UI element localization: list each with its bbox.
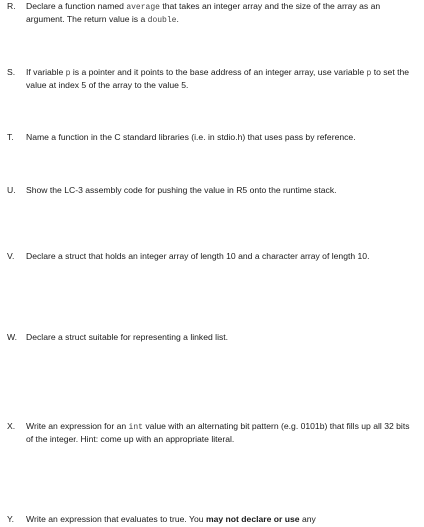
question-label: S. bbox=[7, 67, 16, 77]
inline-code: int bbox=[128, 423, 143, 432]
question-text: Declare a struct suitable for representing a linked list. bbox=[26, 332, 229, 342]
inline-code: p bbox=[366, 69, 372, 78]
question-Y bbox=[7, 514, 415, 526]
question-label: U. bbox=[7, 185, 16, 195]
question-text: Write an expression for an int value with an alternating bit pattern (e.g. 0101b) that fills up all 32 bits of the integer. Hint: come up with an appropriate literal. bbox=[26, 421, 410, 444]
question-text: Declare a struct that holds an integer array of length 10 and a character array of length 10. bbox=[26, 251, 370, 261]
question-S bbox=[7, 67, 415, 91]
question-label: V. bbox=[7, 251, 15, 261]
question-label: W. bbox=[7, 332, 18, 342]
question-text: Show the LC-3 assembly code for pushing the value in R5 onto the runtime stack. bbox=[26, 185, 337, 195]
question-label: R. bbox=[7, 1, 16, 11]
emphasis-text: may not declare or use bbox=[205, 514, 300, 524]
question-text: Write an expression that evaluates to true. You may not declare or use any bbox=[26, 514, 316, 524]
question-text: If variable p is a pointer and it points to the base address of an integer array, use variable p to set the value at index 5 of the array to the value 5. bbox=[26, 67, 410, 90]
question-T bbox=[7, 132, 415, 144]
question-text: Declare a function named average that takes an integer array and the size of the array as an argument. The return value is a double. bbox=[26, 1, 381, 25]
question-X bbox=[7, 421, 415, 445]
question-V bbox=[7, 251, 415, 263]
inline-code: double bbox=[147, 15, 177, 25]
inline-code: p bbox=[65, 69, 71, 78]
question-W bbox=[7, 332, 415, 344]
question-label: T. bbox=[7, 132, 14, 142]
question-label: Y. bbox=[7, 514, 15, 524]
question-text: Name a function in the C standard libraries (i.e. in stdio.h) that uses pass by reference. bbox=[26, 132, 356, 142]
question-label: X. bbox=[7, 421, 16, 431]
question-R bbox=[7, 1, 415, 26]
question-U bbox=[7, 185, 415, 197]
inline-code: average bbox=[126, 3, 160, 12]
